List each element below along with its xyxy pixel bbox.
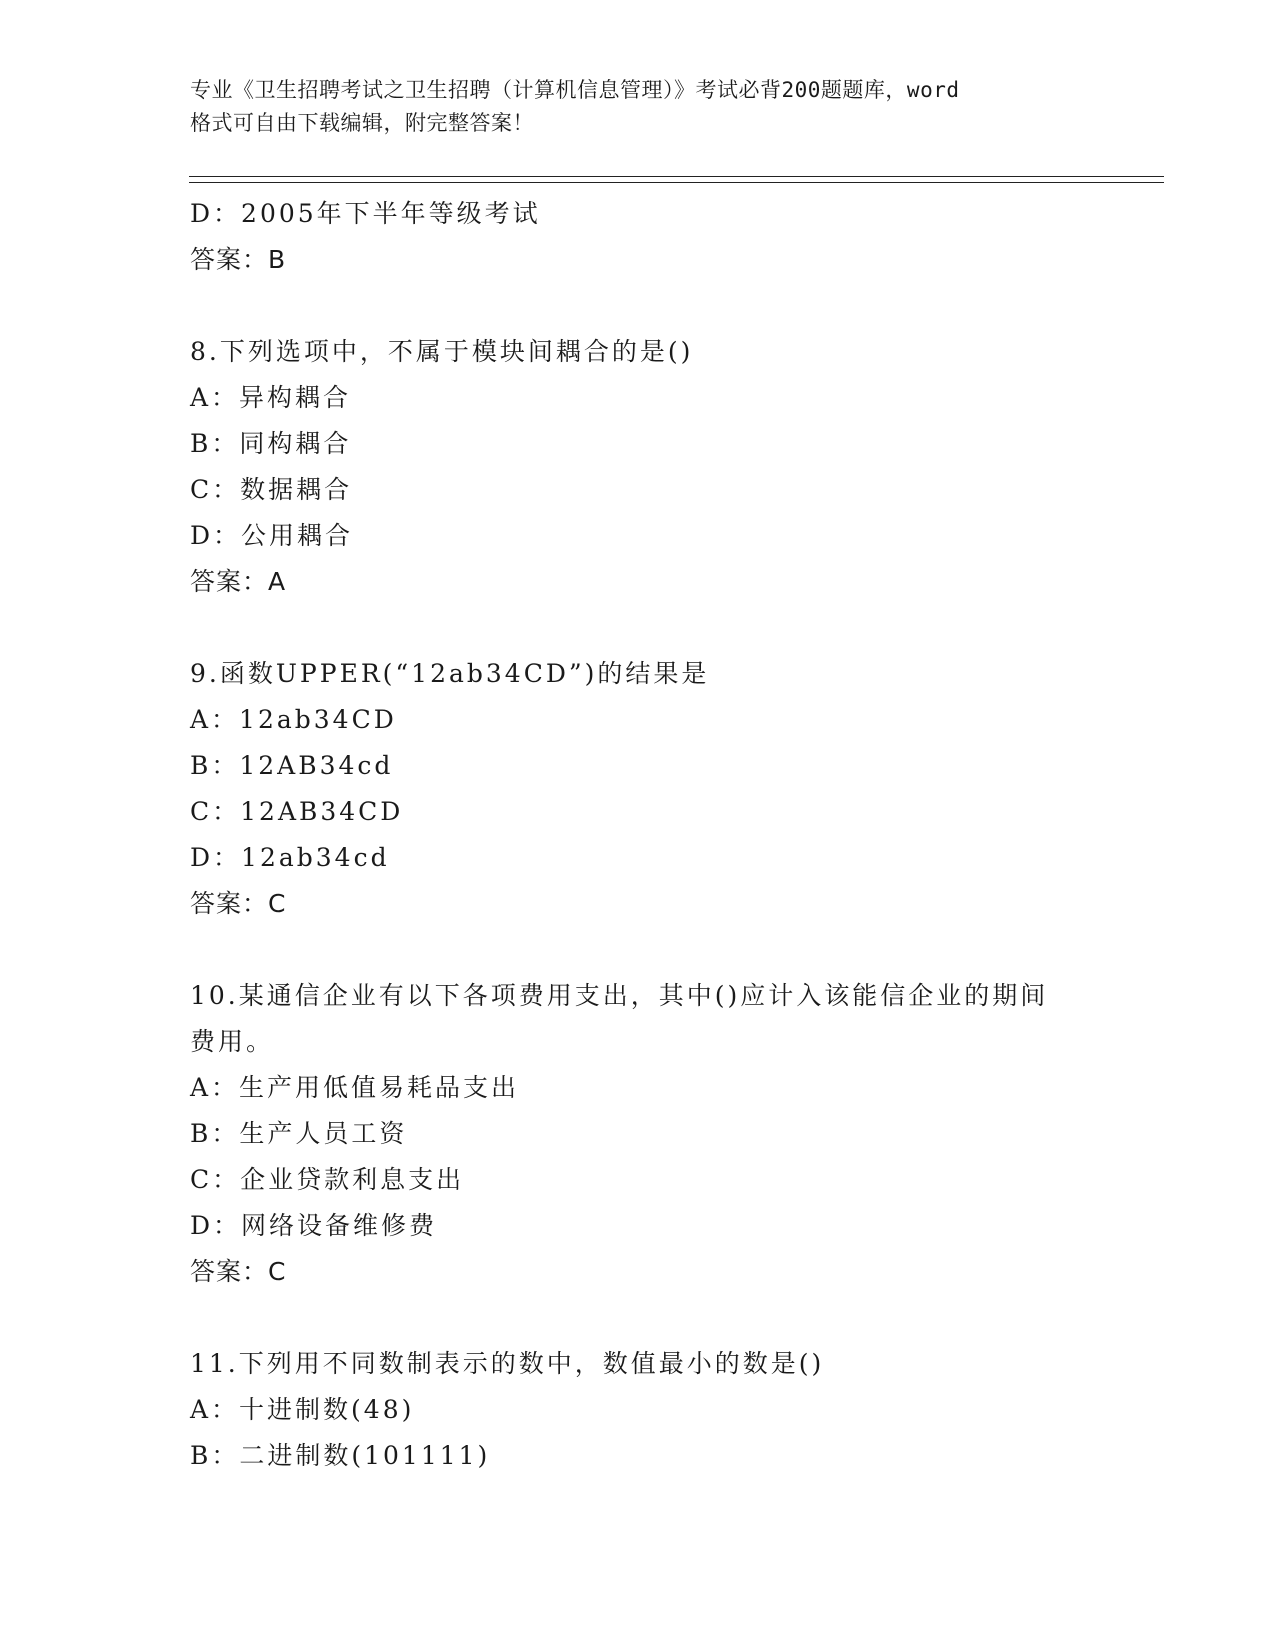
q9-option-d: D：12ab34cd xyxy=(190,843,390,872)
header-line-2: 格式可自由下载编辑，附完整答案！ xyxy=(190,111,534,135)
q8-option-c: C：数据耦合 xyxy=(190,475,353,504)
q11-option-b: B：二进制数(101111) xyxy=(190,1441,491,1470)
q10-option-d: D：网络设备维修费 xyxy=(190,1211,438,1240)
header-divider-top xyxy=(189,176,1164,177)
q8-option-b: B：同构耦合 xyxy=(190,429,352,458)
q9-answer: 答案：C xyxy=(190,889,287,918)
q10-option-c: C：企业贷款利息支出 xyxy=(190,1165,465,1194)
spacer xyxy=(190,283,1090,329)
q9-option-c: C：12AB34CD xyxy=(190,797,404,826)
q10-title-line-2: 费用。 xyxy=(190,1027,275,1056)
q8-title: 8.下列选项中，不属于模块间耦合的是() xyxy=(190,337,694,366)
q9-option-a: A：12ab34CD xyxy=(190,705,397,734)
q11-option-a: A：十进制数(48) xyxy=(190,1395,415,1424)
q10-option-a: A：生产用低值易耗品支出 xyxy=(190,1073,520,1102)
spacer xyxy=(190,927,1090,973)
document-header xyxy=(190,74,1130,140)
q8-option-a: A：异构耦合 xyxy=(190,383,352,412)
q9-option-b: B：12AB34cd xyxy=(190,751,394,780)
question-list xyxy=(190,191,1090,1479)
header-divider-bottom xyxy=(189,182,1164,183)
prev-answer: 答案：B xyxy=(190,245,287,274)
spacer xyxy=(190,605,1090,651)
spacer xyxy=(190,1295,1090,1341)
prev-option-d: D：2005年下半年等级考试 xyxy=(190,199,541,228)
q10-option-b: B：生产人员工资 xyxy=(190,1119,408,1148)
header-line-1: 专业《卫生招聘考试之卫生招聘（计算机信息管理）》考试必背200题题库，word xyxy=(190,78,960,102)
q8-option-d: D：公用耦合 xyxy=(190,521,354,550)
q8-answer: 答案：A xyxy=(190,567,287,596)
q10-answer: 答案：C xyxy=(190,1257,287,1286)
q9-title: 9.函数UPPER(“12ab34CD”)的结果是 xyxy=(190,659,710,688)
q11-title: 11.下列用不同数制表示的数中，数值最小的数是() xyxy=(190,1349,825,1378)
q10-title-line-1: 10.某通信企业有以下各项费用支出，其中()应计入该能信企业的期间 xyxy=(190,981,1049,1010)
